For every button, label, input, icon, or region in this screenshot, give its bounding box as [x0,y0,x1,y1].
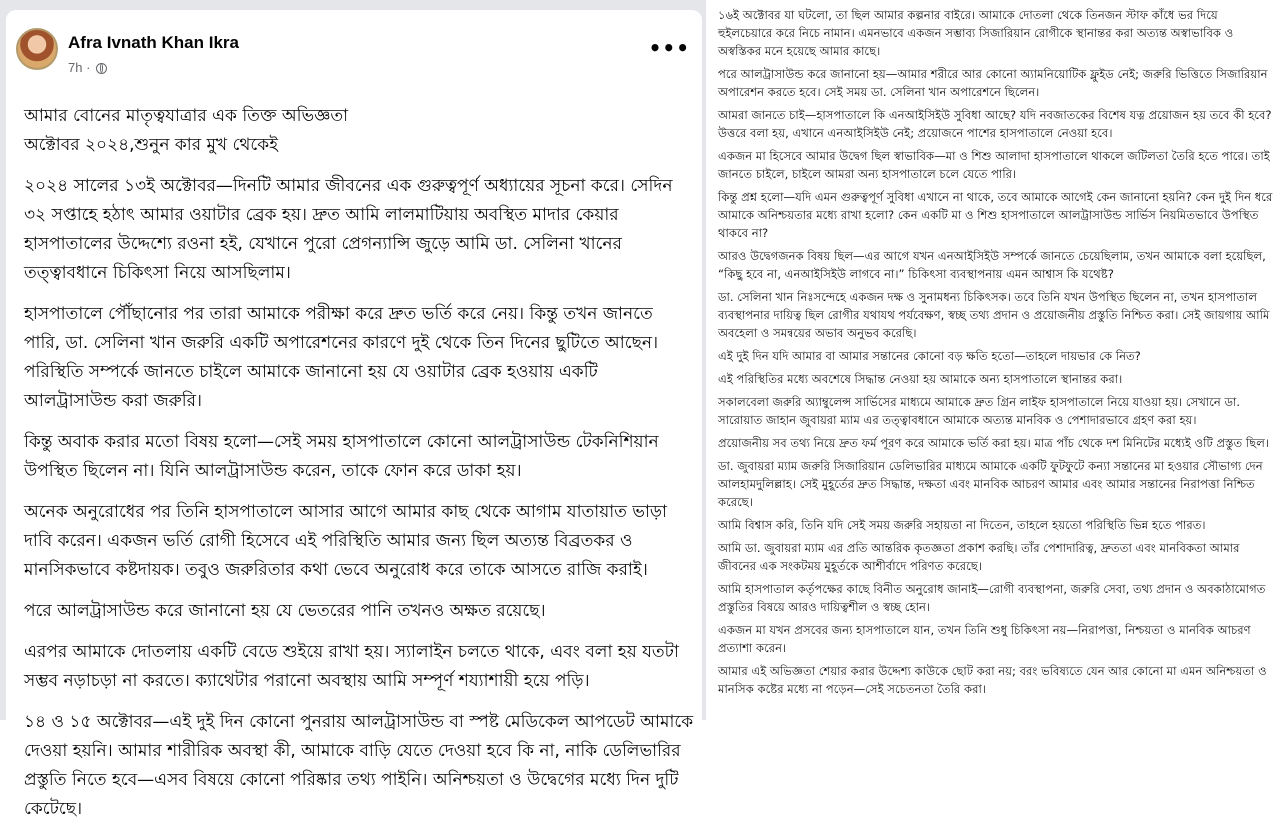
post-time[interactable]: 7h · [68,60,91,75]
doc-paragraph: একজন মা যখন প্রসবের জন্য হাসপাতালে যান, তখন তিনি শুধু চিকিৎসা নয়—নিরাপত্তা, নিশ্চয়তা ও মানবিক আচরণ প্রত্যাশা করেন। [718,623,1251,655]
post-card [6,10,702,819]
doc-paragraph: আমার এই অভিজ্ঞতা শেয়ার করার উদ্দেশ্য কাউকে ছোট করা নয়; বরং ভবিষ্যতে যেন আর কোনো মা এমন অনিশ্চয়তা ও মানসিক কষ্টের মধ্যে না পড়েন—সেই সচেতনতা তৈরি করা। [718,664,1267,696]
doc-paragraph: এই দুই দিন যদি আমার বা আমার সন্তানের কোনো বড় ক্ষতি হতো—তাহলে দায়ভার কে নিত? [718,349,1141,363]
doc-paragraph: ১৬ই অক্টোবর যা ঘটলো, তা ছিল আমার কল্পনার বাইরে। আমাকে দোতলা থেকে তিনজন স্টাফ কাঁধে ভর দিয়ে হুইলচেয়ারে করে নিচে নামান। এমনভাবে একজন সম্ভাব্য সিজারিয়ান রোগীকে স্থানান্তর করা অত্যন্ত অস্বাভাবিক ও অস্বস্তিকর মনে হয়েছে আমার কাছে। [718,8,1234,58]
post-paragraph: অনেক অনুরোধের পর তিনি হাসপাতালে আসার আগে আমার কাছ থেকে আগাম যাতায়াত ভাড়া দাবি করেন। একজন ভর্তি রোগী হিসেবে এই পরিস্থিতি আমার জন্য ছিল অত্যন্ত বিব্রতকর ও মানসিকভাবে কষ্টদায়ক। তবুও জরুরিতার কথা ভেবে অনুরোধ করে তাকে আসতে রাজি করাই। [24,502,667,580]
post-paragraph: এরপর আমাকে দোতলায় একটি বেডে শুইয়ে রাখা হয়। স্যালাইন চলতে থাকে, এবং বলা হয় যতটা সম্ভব নড়াচড়া না করতে। ক্যাথেটার পরানো অবস্থায় আমি সম্পূর্ণ শয্যাশায়ী হয়ে পড়ি। [24,642,679,691]
post-header [16,28,692,88]
doc-paragraph: প্রয়োজনীয় সব তথ্য নিয়ে দ্রুত ফর্ম পূরণ করে আমাকে ভর্তি করা হয়। মাত্র পাঁচ থেকে দশ মিনিটের মধ্যেই ওটি প্রস্তুত ছিল। [718,436,1269,450]
doc-paragraph: একজন মা হিসেবে আমার উদ্বেগ ছিল স্বাভাবিক—মা ও শিশু আলাদা হাসপাতালে থাকলে জটিলতা তৈরি হতে পারে। তাই জানতে চাইলে, চাইলে আমরা অন্য হাসপাতালে চলে যেতে পারি। [718,149,1270,181]
post-paragraph: হাসপাতালে পৌঁছানোর পর তারা আমাকে পরীক্ষা করে দ্রুত ভর্তি করে নেয়। কিন্তু তখন জানতে পারি, ডা. সেলিনা খান জরুরি একটি অপারেশনের কারণে দুই থেকে তিন দিনের ছুটিতে আছেন। পরিস্থিতি সম্পর্কে জানতে চাইলে আমাকে জানানো হয় যে ওয়াটার ব্রেক হওয়ায় একটি আলট্রাসাউন্ড করা জরুরি। [24,304,659,411]
globe-icon [96,63,107,74]
doc-paragraph: আমরা জানতে চাই—হাসপাতালে কি এনআইসিইউ সুবিধা আছে? যদি নবজাতকের বিশেষ যত্ন প্রয়োজন হয় তবে কী হবে? উত্তরে বলা হয়, এখানে এনআইসিইউ নেই; প্রয়োজনে পাশের হাসপাতালে নেওয়া হবে। [718,108,1272,140]
post-title-line2: অক্টোবর ২০২৪,শুনুন কার মুখ থেকেই [24,135,278,155]
doc-paragraph: ডা. জুবায়রা ম্যাম জরুরি সিজারিয়ান ডেলিভারির মাধ্যমে আমাকে একটি ফুটফুটে কন্যা সন্তানের মা হওয়ার সৌভাগ্য দেন আলহামদুলিল্লাহ। সেই মুহূর্তের দ্রুত সিদ্ধান্ত, দক্ষতা এবং মানবিক আচরণ আমার এবং আমার সন্তানের নিরাপত্তা নিশ্চিত করেছে। [718,459,1263,509]
doc-paragraph: পরে আলট্রাসাউন্ড করে জানানো হয়—আমার শরীরে আর কোনো অ্যামনিয়োটিক ফ্লুইড নেই; জরুরি ভিত্তিতে সিজারিয়ান অপারেশন করতে হবে। সেই সময় ডা. সেলিনা খান অপারেশনে ছিলেন। [718,67,1268,99]
document-panel [706,0,1280,720]
more-options-icon[interactable]: ••• [648,36,690,60]
doc-paragraph: ডা. সেলিনা খান নিঃসন্দেহে একজন দক্ষ ও সুনামধন্য চিকিৎসক। তবে তিনি যখন উপস্থিত ছিলেন না, তখন হাসপাতাল ব্যবস্থাপনার দায়িত্ব ছিল রোগীর যথাযথ পর্যবেক্ষণ, স্বচ্ছ তথ্য প্রদান ও প্রয়োজনীয় প্রস্তুতি নিশ্চিত করা। সেই জায়গায় আমি অবহেলা ও সমন্বয়ের অভাব অনুভব করেছি। [718,290,1270,340]
post-title [24,102,694,160]
avatar[interactable] [16,28,58,70]
post-paragraph: ২০২৪ সালের ১৩ই অক্টোবর—দিনটি আমার জীবনের এক গুরুত্বপূর্ণ অধ্যায়ের সূচনা করে। সেদিন ৩২ সপ্তাহে হঠাৎ আমার ওয়াটার ব্রেক হয়। দ্রুত আমি লালমাটিয়ায় অবস্থিত মাদার কেয়ার হাসপাতালের উদ্দেশ্যে রওনা হই, যেখানে পুরো প্রেগন্যান্সি জুড়ে আমি ডা. সেলিনা খানের তত্ত্বাবধানে চিকিৎসা নিয়ে আসছিলাম। [24,176,673,283]
post-title-line1: আমার বোনের মাতৃত্বযাত্রার এক তিক্ত অভিজ্ঞতা [24,106,349,126]
post-paragraph: পরে আলট্রাসাউন্ড করে জানানো হয় যে ভেতরের পানি তখনও অক্ষত রয়েছে। [24,601,546,621]
doc-paragraph: সকালবেলা জরুরি অ্যাম্বুলেন্স সার্ভিসের মাধ্যমে আমাকে দ্রুত গ্রিন লাইফ হাসপাতালে নিয়ে যাওয়া হয়। সেখানে ডা. সারোয়াত জাহান জুবায়রা ম্যাম এর তত্ত্বাবধানে আমাকে অত্যন্ত মানবিক ও পেশাদারভাবে গ্রহণ করা হয়। [718,395,1241,427]
doc-paragraph: এই পরিস্থিতির মধ্যে অবশেষে সিদ্ধান্ত নেওয়া হয় আমাকে অন্য হাসপাতালে স্থানান্তর করা। [718,372,1123,386]
doc-paragraph: আমি হাসপাতাল কর্তৃপক্ষের কাছে বিনীত অনুরোধ জানাই—রোগী ব্যবস্থাপনা, জরুরি সেবা, তথ্য প্রদান ও অবকাঠামোগত প্রস্তুতির বিষয়ে আরও দায়িত্বশীল ও স্বচ্ছ হোন। [718,582,1266,614]
document-body [718,6,1274,703]
doc-paragraph: আমি ডা. জুবায়রা ম্যাম এর প্রতি আন্তরিক কৃতজ্ঞতা প্রকাশ করছি। তাঁর পেশাদারিত্ব, দ্রুততা এবং মানবিকতা আমার জীবনের এক সংকটময় মুহূর্তকে আশীর্বাদে পরিণত করেছে। [718,541,1240,573]
doc-paragraph: কিন্তু প্রশ্ন হলো—যদি এমন গুরুত্বপূর্ণ সুবিধা এখানে না থাকে, তবে আমাকে আগেই কেন জানানো হয়নি? কেন দুই দিন ধরে আমাকে অনিশ্চয়তার মধ্যে রাখা হলো? কেন একটি মা ও শিশু হাসপাতালে আলট্রাসাউন্ড সার্ভিস নিয়মিতভাবে উপস্থিত থাকবে না? [718,190,1273,240]
author-name[interactable]: Afra Ivnath Khan Ikra [68,33,239,52]
doc-paragraph: আমি বিশ্বাস করি, তিনি যদি সেই সময় জরুরি সহায়তা না দিতেন, তাহলে হয়তো পরিস্থিতি ভিন্ন হতে পারত। [718,518,1206,532]
post-body [24,102,694,836]
doc-paragraph: আরও উদ্বেগজনক বিষয় ছিল—এর আগে যখন এনআইসিইউ সম্পর্কে জানতে চেয়েছিলাম, তখন আমাকে বলা হয়েছিল, “কিছু হবে না, এনআইসিইউ লাগবে না।” চিকিৎসা ব্যবস্থাপনায় এমন আশ্বাস কি যথেষ্ট? [718,249,1266,281]
post-meta [68,60,107,75]
post-paragraph: ১৪ ও ১৫ অক্টোবর—এই দুই দিন কোনো পুনরায় আলট্রাসাউন্ড বা স্পষ্ট মেডিকেল আপডেট আমাকে দেওয়া হয়নি। আমার শারীরিক অবস্থা কী, আমাকে বাড়ি যেতে দেওয়া হবে কি না, নাকি ডেলিভারির প্রস্তুতি নিতে হবে—এসব বিষয়ে কোনো পরিষ্কার তথ্য পাইনি। অনিশ্চয়তা ও উদ্বেগের মধ্যে দিন দুটি কেটেছে। [24,712,694,819]
post-paragraph: কিন্তু অবাক করার মতো বিষয় হলো—সেই সময় হাসপাতালে কোনো আলট্রাসাউন্ড টেকনিশিয়ান উপস্থিত ছিলেন না। যিনি আলট্রাসাউন্ড করেন, তাকে ফোন করে ডাকা হয়। [24,432,659,481]
